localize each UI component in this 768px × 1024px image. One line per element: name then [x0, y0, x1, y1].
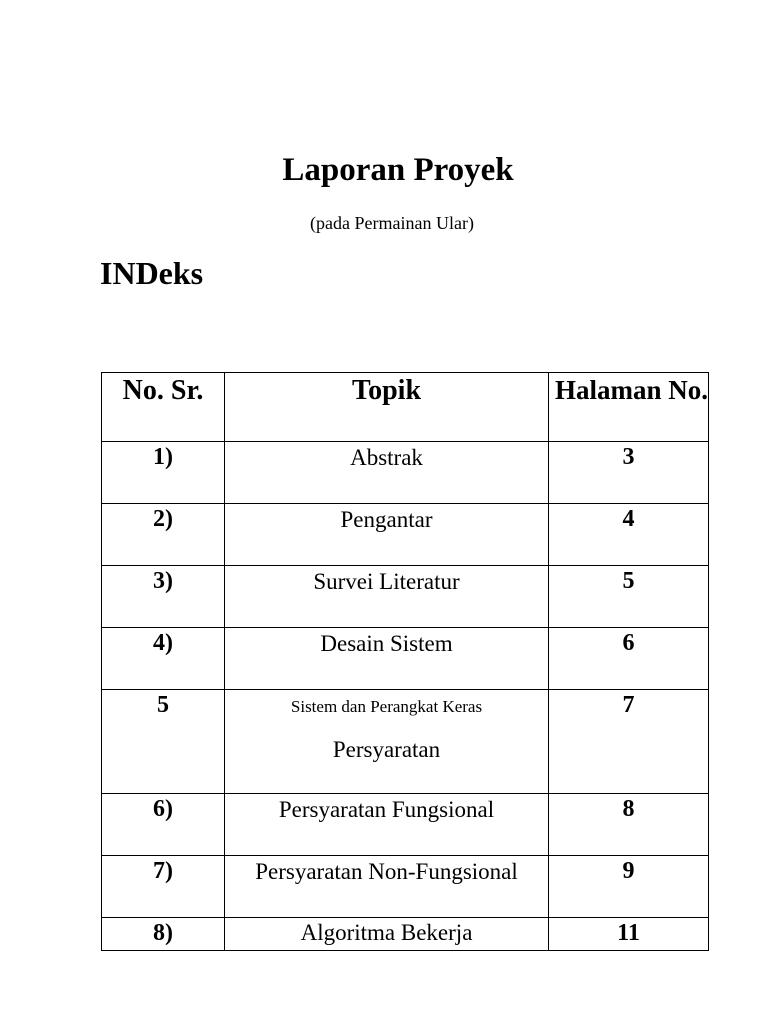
- row-topic: Pengantar: [225, 504, 549, 566]
- row-number: 8): [102, 918, 225, 951]
- header-topic: Topik: [225, 373, 549, 442]
- table-header-row: [102, 373, 709, 442]
- row-topic-line2: Persyaratan: [332, 737, 441, 762]
- row-page: 3: [549, 442, 709, 504]
- row-number: 4): [102, 628, 225, 690]
- row-page: 5: [549, 566, 709, 628]
- row-page: 9: [549, 856, 709, 918]
- row-topic-line1: Sistem dan Perangkat Keras: [290, 697, 483, 716]
- row-topic: Desain Sistem: [225, 628, 549, 690]
- row-topic: Abstrak: [225, 442, 549, 504]
- report-subtitle: (pada Permainan Ular): [310, 213, 474, 233]
- row-number: 6): [102, 794, 225, 856]
- row-page: 4: [549, 504, 709, 566]
- row-topic: [225, 690, 549, 794]
- table-row: [102, 856, 709, 918]
- table-row: [102, 566, 709, 628]
- row-number: 5: [102, 690, 225, 794]
- table-row: [102, 504, 709, 566]
- row-topic: Persyaratan Non-Fungsional: [225, 856, 549, 918]
- table-row: [102, 918, 709, 951]
- row-topic: Survei Literatur: [225, 566, 549, 628]
- header-page-label: Halaman No.: [555, 375, 709, 405]
- row-number: 2): [102, 504, 225, 566]
- row-number: 7): [102, 856, 225, 918]
- row-topic: Algoritma Bekerja: [225, 918, 549, 951]
- index-heading: INDeks: [100, 255, 204, 291]
- header-page: [549, 373, 709, 442]
- row-page: 6: [549, 628, 709, 690]
- row-page: 11: [549, 918, 709, 951]
- row-number: 1): [102, 442, 225, 504]
- row-page: 8: [549, 794, 709, 856]
- row-number: 3): [102, 566, 225, 628]
- table-row: [102, 794, 709, 856]
- report-title: Laporan Proyek: [282, 152, 514, 188]
- table-row: [102, 690, 709, 794]
- table-row: [102, 628, 709, 690]
- header-no: No. Sr.: [102, 373, 225, 442]
- row-page: 7: [549, 690, 709, 794]
- row-topic: Persyaratan Fungsional: [225, 794, 549, 856]
- index-table: [101, 372, 709, 951]
- table-row: [102, 442, 709, 504]
